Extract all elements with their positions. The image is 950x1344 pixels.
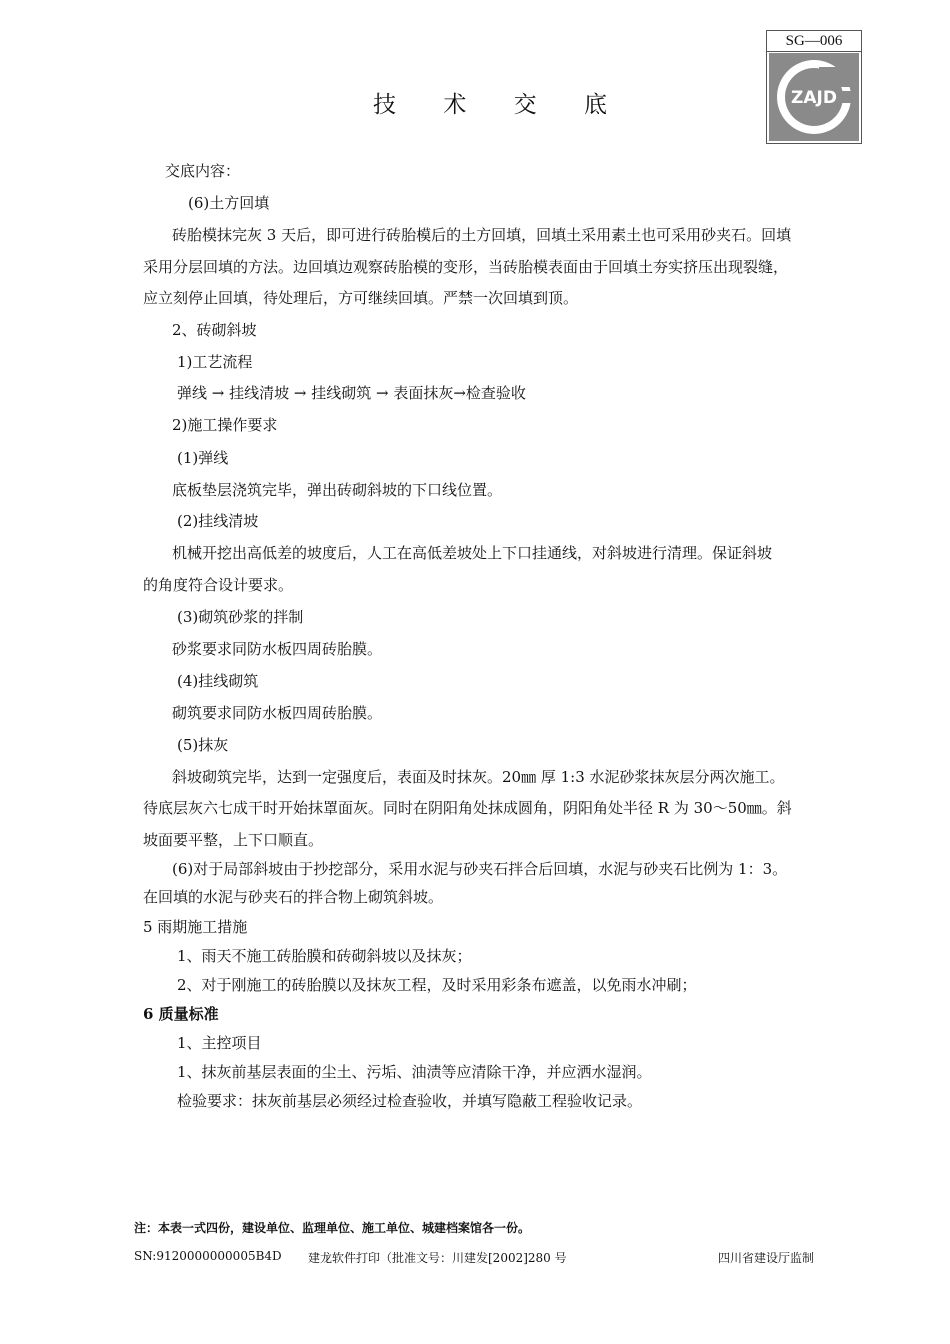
- body-line-26: 1、雨天不施工砖胎膜和砖砌斜坡以及抹灰；: [177, 947, 472, 965]
- body-line-29: 1、主控项目: [177, 1034, 262, 1052]
- footer-supervisor: 四川省建设厅监制: [718, 1251, 815, 1265]
- body-line-18: 砌筑要求同防水板四周砖胎膜。: [172, 704, 383, 722]
- body-line-1: 交底内容：: [165, 162, 241, 180]
- form-code: SG—006: [767, 31, 861, 52]
- body-line-3: 砖胎模抹完灰 3 天后，即可进行砖胎模后的土方回填，回填土采用素土也可采用砂夹石。回填: [172, 226, 792, 244]
- body-line-11: 底板垫层浇筑完毕，弹出砖砌斜坡的下口线位置。: [172, 481, 503, 499]
- footer-note: 注：本表一式四份，建设单位、监理单位、施工单位、城建档案馆各一份。: [134, 1221, 531, 1235]
- body-line-16: 砂浆要求同防水板四周砖胎膜。: [172, 640, 383, 658]
- body-line-9: 2)施工操作要求: [172, 416, 278, 434]
- body-line-14: 的角度符合设计要求。: [143, 576, 294, 594]
- body-line-19: (5)抹灰: [177, 736, 229, 754]
- body-line-2: (6)土方回填: [188, 194, 270, 212]
- body-line-30: 1、抹灰前基层表面的尘土、污垢、油渍等应清除干净，并应洒水湿润。: [177, 1063, 652, 1081]
- body-line-12: (2)挂线清坡: [177, 512, 259, 530]
- page-title: 技 术 交 底: [373, 92, 627, 118]
- footer-sn: SN:9120000000005B4D: [134, 1249, 282, 1263]
- company-logo: [766, 30, 862, 144]
- body-line-24: 在回填的水泥与砂夹石的拌合物上砌筑斜坡。: [143, 888, 444, 906]
- zajd-logo-icon: [769, 53, 859, 141]
- body-line-20: 斜坡砌筑完毕，达到一定强度后，表面及时抹灰。20㎜ 厚 1:3 水泥砂浆抹灰层分两次施工。: [172, 768, 785, 786]
- body-line-13: 机械开挖出高低差的坡度后，人工在高低差坡处上下口挂通线，对斜坡进行清理。保证斜坡: [172, 544, 773, 562]
- body-line-15: (3)砌筑砂浆的拌制: [177, 608, 304, 626]
- footer-software: 建龙软件打印（批准文号：川建发[2002]280 号: [308, 1251, 567, 1265]
- body-line-31: 检验要求：抹灰前基层必须经过检查验收，并填写隐蔽工程验收记录。: [177, 1092, 643, 1110]
- body-line-21: 待底层灰六七成干时开始抹罩面灰。同时在阴阳角处抹成圆角，阴阳角处半径 R 为 30～50㎜。斜: [143, 799, 792, 817]
- body-line-8: 弹线 → 挂线清坡 → 挂线砌筑 → 表面抹灰→检查验收: [177, 384, 526, 402]
- body-line-6: 2、砖砌斜坡: [172, 321, 257, 339]
- body-line-17: (4)挂线砌筑: [177, 672, 259, 690]
- body-line-22: 坡面要平整，上下口顺直。: [143, 831, 324, 849]
- body-line-23: (6)对于局部斜坡由于抄挖部分，采用水泥与砂夹石拌合后回填，水泥与砂夹石比例为 1：3。: [172, 860, 788, 878]
- section-heading-6: 6 质量标准: [143, 1005, 219, 1023]
- body-line-5: 应立刻停止回填，待处理后，方可继续回填。严禁一次回填到顶。: [143, 289, 579, 307]
- body-line-7: 1)工艺流程: [177, 353, 253, 371]
- body-line-27: 2、对于刚施工的砖胎膜以及抹灰工程，及时采用彩条布遮盖，以免雨水冲刷；: [177, 976, 697, 994]
- svg-text:ZAJD: ZAJD: [791, 88, 837, 108]
- body-line-10: (1)弹线: [177, 449, 229, 467]
- section-heading-5: 5 雨期施工措施: [143, 918, 248, 936]
- body-line-4: 采用分层回填的方法。边回填边观察砖胎模的变形，当砖胎模表面由于回填土夯实挤压出现裂缝，: [143, 258, 789, 276]
